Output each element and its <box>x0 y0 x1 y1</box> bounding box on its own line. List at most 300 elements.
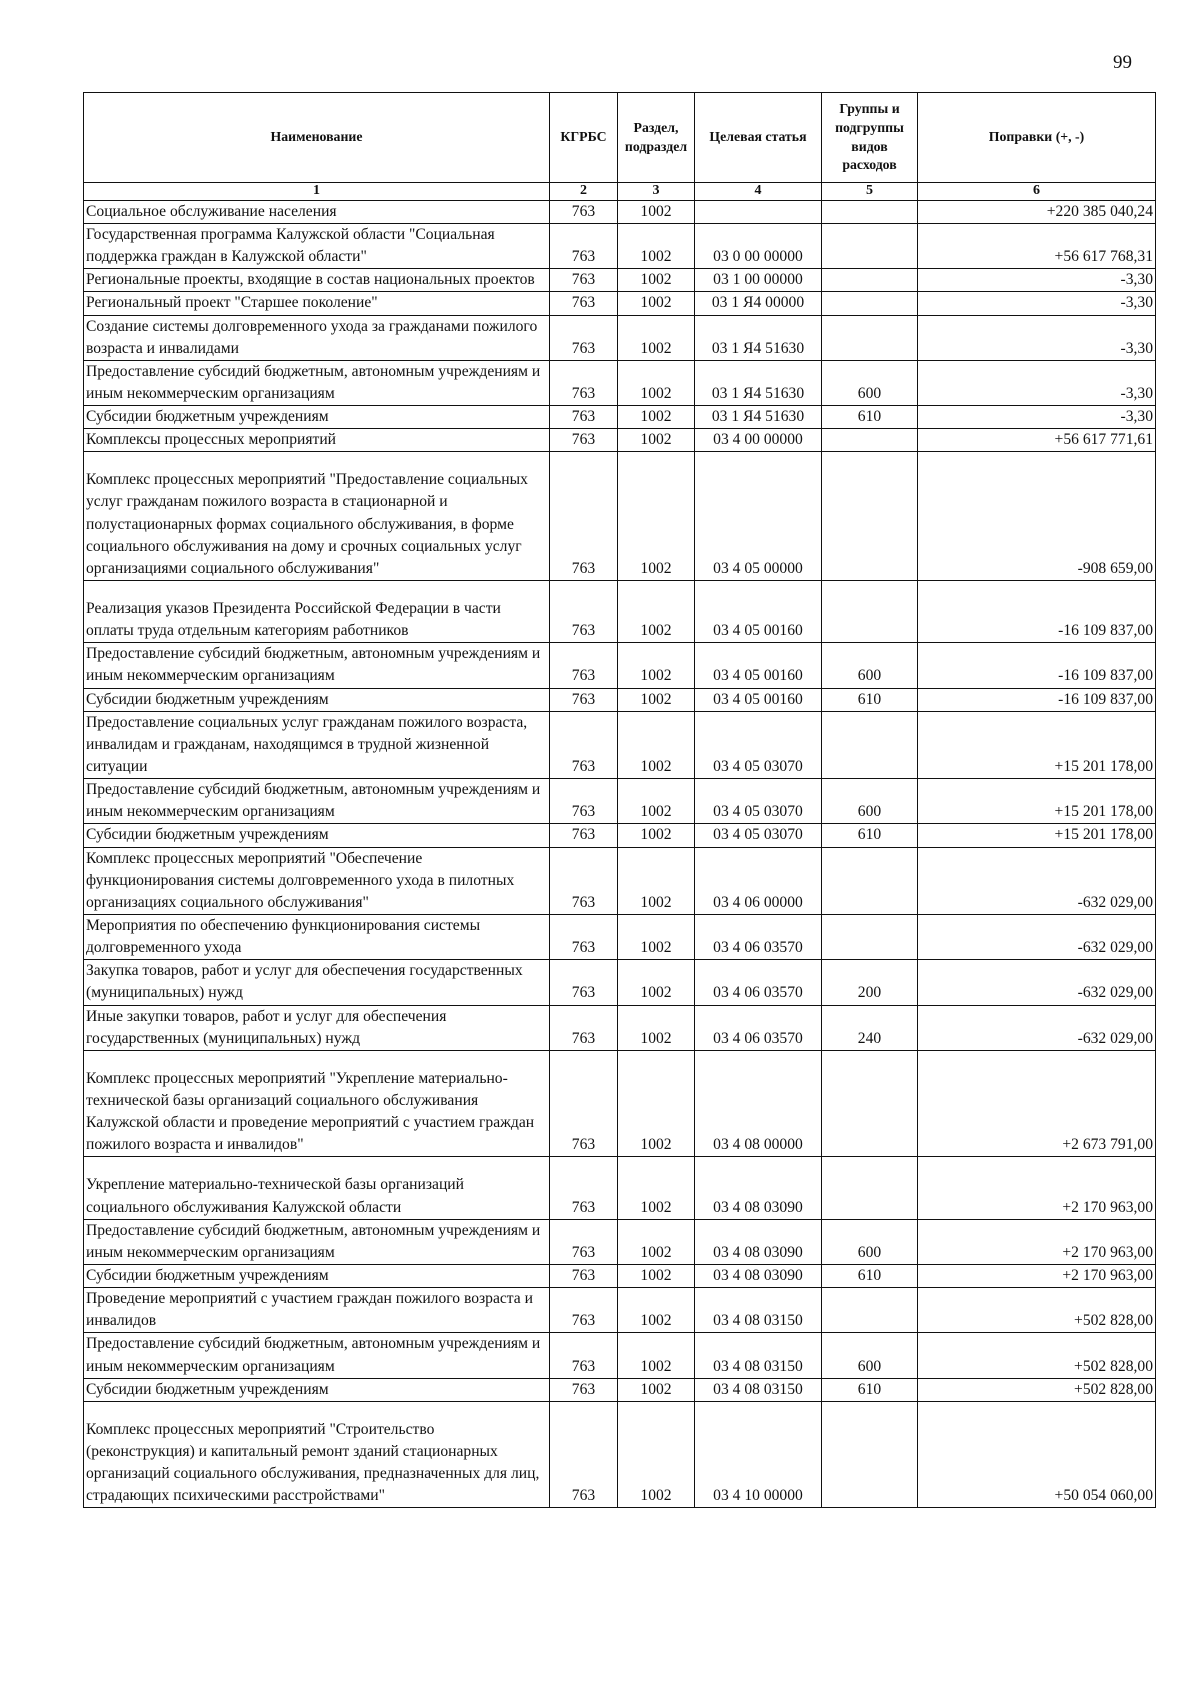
row-amount-text: -632 029,00 <box>1077 984 1153 1002</box>
row-name-text: Предоставление субсидий бюджетным, автономным учреждениям и иным некоммерческим организациям <box>86 362 541 402</box>
row-name-text: Субсидии бюджетным учреждениям <box>86 690 329 708</box>
row-kgrbs <box>550 1005 618 1050</box>
row-section <box>618 315 695 360</box>
row-section-text: 1002 <box>640 667 672 685</box>
header-group: Группы и подгруппы видов расходов <box>822 93 918 183</box>
row-target <box>695 915 822 960</box>
table-row <box>84 1005 1156 1050</box>
row-amount-text: -3,30 <box>1120 384 1153 402</box>
row-amount <box>918 960 1156 1005</box>
row-kgrbs <box>550 915 618 960</box>
row-name-text: Субсидии бюджетным учреждениям <box>86 1380 329 1398</box>
row-section <box>618 711 695 778</box>
row-kgrbs-text: 763 <box>571 248 596 266</box>
row-kgrbs-text: 763 <box>571 339 596 357</box>
row-group-text: 600 <box>857 1243 882 1261</box>
row-kgrbs <box>550 581 618 643</box>
row-group <box>822 1005 918 1050</box>
row-target <box>695 1378 822 1401</box>
row-amount-text: -16 109 837,00 <box>1058 622 1153 640</box>
row-group-text: 600 <box>857 384 882 402</box>
row-name <box>84 315 550 360</box>
row-target <box>695 847 822 914</box>
row-kgrbs <box>550 1401 618 1508</box>
table-body <box>84 200 1156 1508</box>
row-target-text: 03 4 05 00160 <box>713 667 803 685</box>
row-section-text: 1002 <box>640 408 672 426</box>
row-section <box>618 1157 695 1219</box>
row-target <box>695 1219 822 1264</box>
row-top-gap <box>86 452 547 469</box>
row-section <box>618 269 695 292</box>
row-target <box>695 711 822 778</box>
row-kgrbs-text: 763 <box>571 667 596 685</box>
row-amount-text: +2 170 963,00 <box>1062 1266 1153 1284</box>
row-name-text: Комплекс процессных мероприятий "Укрепление материально-технической базы организаций социального обслуживания Калужской области и проведение мероприятий с участием граждан пожилого возраста и инвалидов" <box>86 1069 535 1154</box>
row-kgrbs <box>550 824 618 847</box>
row-amount-text: +2 673 791,00 <box>1062 1136 1153 1154</box>
row-name-text: Предоставление социальных услуг гражданам пожилого возраста, инвалидам и гражданам, находящимся в трудной жизненной ситуации <box>86 713 528 776</box>
row-name-text: Социальное обслуживание населения <box>86 202 337 220</box>
row-group <box>822 292 918 315</box>
row-group-text: 610 <box>857 1266 882 1284</box>
row-section-text: 1002 <box>640 559 672 577</box>
row-kgrbs-text: 763 <box>571 803 596 821</box>
row-kgrbs <box>550 1333 618 1378</box>
row-target <box>695 429 822 452</box>
row-amount <box>918 1050 1156 1157</box>
row-section <box>618 1333 695 1378</box>
row-amount-text: +220 385 040,24 <box>1046 202 1153 220</box>
row-section-text: 1002 <box>640 758 672 776</box>
row-amount-text: +15 201 178,00 <box>1054 826 1153 844</box>
table-row <box>84 711 1156 778</box>
row-section <box>618 1401 695 1508</box>
row-amount-text: -632 029,00 <box>1077 939 1153 957</box>
row-kgrbs-text: 763 <box>571 1266 596 1284</box>
row-section-text: 1002 <box>640 1136 672 1154</box>
row-kgrbs <box>550 779 618 824</box>
row-group <box>822 779 918 824</box>
row-target-text: 03 1 Я4 51630 <box>711 384 805 402</box>
row-amount <box>918 1288 1156 1333</box>
row-name <box>84 643 550 688</box>
row-kgrbs-text: 763 <box>571 1380 596 1398</box>
table-row <box>84 1333 1156 1378</box>
row-name <box>84 1050 550 1157</box>
row-section <box>618 1288 695 1333</box>
budget-table <box>83 92 1156 1508</box>
row-kgrbs-text: 763 <box>571 559 596 577</box>
row-target <box>695 452 822 581</box>
row-group <box>822 643 918 688</box>
row-target <box>695 1333 822 1378</box>
row-amount <box>918 1264 1156 1287</box>
row-name-text: Субсидии бюджетным учреждениям <box>86 1266 329 1284</box>
row-kgrbs-text: 763 <box>571 431 596 449</box>
row-target <box>695 824 822 847</box>
row-top-gap <box>86 1051 547 1068</box>
row-section <box>618 1050 695 1157</box>
row-section-text: 1002 <box>640 984 672 1002</box>
row-amount-text: +15 201 178,00 <box>1054 803 1153 821</box>
row-group <box>822 1288 918 1333</box>
row-target-text: 03 4 06 03570 <box>713 1029 803 1047</box>
row-target-text: 03 4 06 00000 <box>713 893 803 911</box>
row-section-text: 1002 <box>640 939 672 957</box>
row-section-text: 1002 <box>640 339 672 357</box>
table-row <box>84 915 1156 960</box>
row-section <box>618 1219 695 1264</box>
row-kgrbs-text: 763 <box>571 1357 596 1375</box>
row-group <box>822 360 918 405</box>
row-name <box>84 1333 550 1378</box>
row-kgrbs-text: 763 <box>571 690 596 708</box>
row-section-text: 1002 <box>640 803 672 821</box>
row-amount-text: +502 828,00 <box>1074 1312 1153 1330</box>
row-amount <box>918 360 1156 405</box>
row-amount-text: -3,30 <box>1120 271 1153 289</box>
row-section <box>618 223 695 268</box>
row-kgrbs <box>550 847 618 914</box>
row-name <box>84 1264 550 1287</box>
row-kgrbs <box>550 406 618 429</box>
row-name-text: Предоставление субсидий бюджетным, автономным учреждениям и иным некоммерческим организациям <box>86 645 541 685</box>
row-group <box>822 269 918 292</box>
row-amount <box>918 643 1156 688</box>
table-row <box>84 1157 1156 1219</box>
row-section <box>618 688 695 711</box>
row-section-text: 1002 <box>640 1029 672 1047</box>
table-row <box>84 643 1156 688</box>
row-kgrbs <box>550 711 618 778</box>
row-name <box>84 452 550 581</box>
row-section <box>618 915 695 960</box>
row-section-text: 1002 <box>640 248 672 266</box>
row-name <box>84 1157 550 1219</box>
table-row <box>84 315 1156 360</box>
row-group-text: 600 <box>857 1357 882 1375</box>
row-name-text: Предоставление субсидий бюджетным, автономным учреждениям и иным некоммерческим организациям <box>86 1335 541 1375</box>
table-row <box>84 406 1156 429</box>
row-amount <box>918 1401 1156 1508</box>
row-name <box>84 915 550 960</box>
row-amount-text: +502 828,00 <box>1074 1357 1153 1375</box>
row-amount-text: +2 170 963,00 <box>1062 1243 1153 1261</box>
row-name-text: Иные закупки товаров, работ и услуг для обеспечения государственных (муниципальных) нужд <box>86 1007 447 1047</box>
row-target <box>695 960 822 1005</box>
row-kgrbs <box>550 1378 618 1401</box>
row-section-text: 1002 <box>640 690 672 708</box>
row-group <box>822 1050 918 1157</box>
row-name <box>84 1378 550 1401</box>
row-name <box>84 960 550 1005</box>
row-group <box>822 1219 918 1264</box>
column-number: 4 <box>695 183 822 201</box>
row-group <box>822 1264 918 1287</box>
row-amount <box>918 1005 1156 1050</box>
row-section-text: 1002 <box>640 1357 672 1375</box>
row-group <box>822 711 918 778</box>
row-amount <box>918 292 1156 315</box>
row-group <box>822 688 918 711</box>
row-target <box>695 360 822 405</box>
row-kgrbs-text: 763 <box>571 984 596 1002</box>
row-section-text: 1002 <box>640 826 672 844</box>
row-target-text: 03 4 05 00160 <box>713 622 803 640</box>
row-target <box>695 1005 822 1050</box>
row-name-text: Региональный проект "Старшее поколение" <box>86 294 378 312</box>
row-kgrbs <box>550 429 618 452</box>
row-kgrbs-text: 763 <box>571 408 596 426</box>
row-kgrbs <box>550 360 618 405</box>
row-top-gap <box>86 581 547 598</box>
row-amount <box>918 1333 1156 1378</box>
row-amount <box>918 711 1156 778</box>
row-group-text: 240 <box>857 1029 882 1047</box>
row-target-text: 03 4 08 03090 <box>713 1198 803 1216</box>
row-kgrbs-text: 763 <box>571 384 596 402</box>
table-row <box>84 779 1156 824</box>
row-name-text: Субсидии бюджетным учреждениям <box>86 408 329 426</box>
row-target <box>695 581 822 643</box>
row-amount-text: -3,30 <box>1120 294 1153 312</box>
row-name-text: Субсидии бюджетным учреждениям <box>86 826 329 844</box>
row-group-text: 610 <box>857 1380 882 1398</box>
row-name-text: Реализация указов Президента Российской Федерации в части оплаты труда отдельным категориям работников <box>86 600 501 640</box>
row-target <box>695 200 822 223</box>
row-target-text: 03 4 05 00160 <box>713 690 803 708</box>
row-name <box>84 847 550 914</box>
row-kgrbs <box>550 200 618 223</box>
table-row <box>84 1219 1156 1264</box>
row-target-text: 03 4 06 03570 <box>713 984 803 1002</box>
row-kgrbs <box>550 688 618 711</box>
table-row <box>84 1264 1156 1287</box>
row-kgrbs <box>550 1264 618 1287</box>
row-section-text: 1002 <box>640 622 672 640</box>
row-amount-text: -632 029,00 <box>1077 893 1153 911</box>
row-section <box>618 1378 695 1401</box>
row-group <box>822 915 918 960</box>
table-row <box>84 360 1156 405</box>
row-kgrbs <box>550 960 618 1005</box>
row-group-text: 200 <box>857 984 882 1002</box>
header-target: Целевая статья <box>695 93 822 183</box>
row-group-text: 600 <box>857 803 882 821</box>
table-row <box>84 269 1156 292</box>
row-kgrbs <box>550 223 618 268</box>
row-section <box>618 429 695 452</box>
row-section-text: 1002 <box>640 1487 672 1505</box>
row-amount-text: +2 170 963,00 <box>1062 1198 1153 1216</box>
row-amount <box>918 1219 1156 1264</box>
row-target-text: 03 0 00 00000 <box>713 248 803 266</box>
table-row <box>84 200 1156 223</box>
row-target-text: 03 4 05 00000 <box>713 559 803 577</box>
header-amount: Поправки (+, -) <box>918 93 1156 183</box>
row-kgrbs-text: 763 <box>571 1136 596 1154</box>
row-group <box>822 960 918 1005</box>
row-group <box>822 429 918 452</box>
row-amount-text: +56 617 768,31 <box>1054 248 1153 266</box>
row-section <box>618 1264 695 1287</box>
row-name <box>84 292 550 315</box>
row-kgrbs-text: 763 <box>571 893 596 911</box>
row-name <box>84 1288 550 1333</box>
page-number: 99 <box>1113 52 1132 73</box>
row-section <box>618 824 695 847</box>
row-name <box>84 1219 550 1264</box>
row-target-text: 03 4 08 03150 <box>713 1357 803 1375</box>
row-group <box>822 847 918 914</box>
row-section-text: 1002 <box>640 431 672 449</box>
table-header <box>84 93 1156 201</box>
row-amount-text: -3,30 <box>1120 408 1153 426</box>
row-target <box>695 643 822 688</box>
row-target <box>695 688 822 711</box>
row-group-text: 610 <box>857 826 882 844</box>
table-row <box>84 452 1156 581</box>
row-kgrbs-text: 763 <box>571 271 596 289</box>
row-target-text: 03 1 Я4 51630 <box>711 339 805 357</box>
column-number: 1 <box>84 183 550 201</box>
row-name-text: Комплексы процессных мероприятий <box>86 431 337 449</box>
table-row <box>84 1288 1156 1333</box>
row-kgrbs <box>550 269 618 292</box>
row-kgrbs-text: 763 <box>571 1029 596 1047</box>
row-name <box>84 581 550 643</box>
row-kgrbs-text: 763 <box>571 202 596 220</box>
row-section <box>618 406 695 429</box>
row-top-gap <box>86 1402 547 1419</box>
row-target <box>695 269 822 292</box>
row-kgrbs <box>550 1157 618 1219</box>
row-target <box>695 1288 822 1333</box>
row-group <box>822 200 918 223</box>
table-row <box>84 581 1156 643</box>
row-group <box>822 223 918 268</box>
row-kgrbs-text: 763 <box>571 1243 596 1261</box>
row-section <box>618 452 695 581</box>
row-name-text: Мероприятия по обеспечению функционирования системы долговременного ухода <box>86 917 481 957</box>
row-kgrbs-text: 763 <box>571 758 596 776</box>
row-name <box>84 779 550 824</box>
row-amount <box>918 269 1156 292</box>
row-section-text: 1002 <box>640 202 672 220</box>
row-group <box>822 1333 918 1378</box>
column-number: 2 <box>550 183 618 201</box>
row-section <box>618 960 695 1005</box>
row-amount <box>918 452 1156 581</box>
row-section <box>618 581 695 643</box>
row-kgrbs-text: 763 <box>571 939 596 957</box>
row-group <box>822 1157 918 1219</box>
row-name <box>84 429 550 452</box>
row-target-text: 03 1 00 00000 <box>713 271 803 289</box>
row-group-text: 610 <box>857 408 882 426</box>
row-target-text: 03 4 05 03070 <box>713 826 803 844</box>
row-name-text: Укрепление материально-технической базы организаций социального обслуживания Калужской области <box>86 1176 464 1216</box>
row-section <box>618 200 695 223</box>
row-group <box>822 1378 918 1401</box>
row-amount <box>918 429 1156 452</box>
row-group <box>822 824 918 847</box>
row-target <box>695 406 822 429</box>
row-name-text: Предоставление субсидий бюджетным, автономным учреждениям и иным некоммерческим организациям <box>86 781 541 821</box>
row-amount-text: +15 201 178,00 <box>1054 758 1153 776</box>
row-group <box>822 452 918 581</box>
row-target-text: 03 4 05 03070 <box>713 803 803 821</box>
row-amount <box>918 688 1156 711</box>
table-row <box>84 429 1156 452</box>
table-row <box>84 824 1156 847</box>
row-name <box>84 360 550 405</box>
row-target-text: 03 4 08 03090 <box>713 1243 803 1261</box>
row-name-text: Комплекс процессных мероприятий "Обеспечение функционирования системы долговременного ухода в пилотных организациях социального обслуживания" <box>86 849 515 911</box>
row-amount <box>918 200 1156 223</box>
row-kgrbs <box>550 292 618 315</box>
row-group <box>822 581 918 643</box>
row-amount-text: +50 054 060,00 <box>1054 1487 1153 1505</box>
table-row <box>84 223 1156 268</box>
row-kgrbs <box>550 1050 618 1157</box>
row-kgrbs-text: 763 <box>571 622 596 640</box>
row-amount <box>918 847 1156 914</box>
row-top-gap <box>86 1157 547 1174</box>
row-amount-text: -908 659,00 <box>1077 559 1153 577</box>
row-section <box>618 847 695 914</box>
header-kgrbs: КГРБС <box>550 93 618 183</box>
row-section-text: 1002 <box>640 1198 672 1216</box>
row-name <box>84 406 550 429</box>
row-name <box>84 269 550 292</box>
row-name-text: Закупка товаров, работ и услуг для обеспечения государственных (муниципальных) нужд <box>86 962 523 1002</box>
row-kgrbs-text: 763 <box>571 294 596 312</box>
row-target <box>695 315 822 360</box>
row-name <box>84 200 550 223</box>
row-target-text: 03 4 08 03090 <box>713 1266 803 1284</box>
row-name-text: Создание системы долговременного ухода за гражданами пожилого возраста и инвалидами <box>86 317 538 357</box>
row-kgrbs-text: 763 <box>571 1487 596 1505</box>
row-section-text: 1002 <box>640 294 672 312</box>
row-kgrbs-text: 763 <box>571 1198 596 1216</box>
row-section-text: 1002 <box>640 1312 672 1330</box>
row-kgrbs <box>550 1288 618 1333</box>
row-target-text: 03 4 00 00000 <box>713 431 803 449</box>
row-section <box>618 643 695 688</box>
row-target <box>695 779 822 824</box>
row-target <box>695 223 822 268</box>
row-target <box>695 1264 822 1287</box>
row-section-text: 1002 <box>640 1266 672 1284</box>
column-number: 5 <box>822 183 918 201</box>
row-section-text: 1002 <box>640 1380 672 1398</box>
table-row <box>84 688 1156 711</box>
row-group-text: 610 <box>857 690 882 708</box>
row-name <box>84 1401 550 1508</box>
row-name <box>84 824 550 847</box>
row-target <box>695 1050 822 1157</box>
row-amount <box>918 1378 1156 1401</box>
row-amount-text: -16 109 837,00 <box>1058 667 1153 685</box>
row-amount <box>918 824 1156 847</box>
row-section <box>618 292 695 315</box>
table-row <box>84 1378 1156 1401</box>
row-group <box>822 315 918 360</box>
row-target-text: 03 4 05 03070 <box>713 758 803 776</box>
row-name-text: Предоставление субсидий бюджетным, автономным учреждениям и иным некоммерческим организациям <box>86 1221 541 1261</box>
